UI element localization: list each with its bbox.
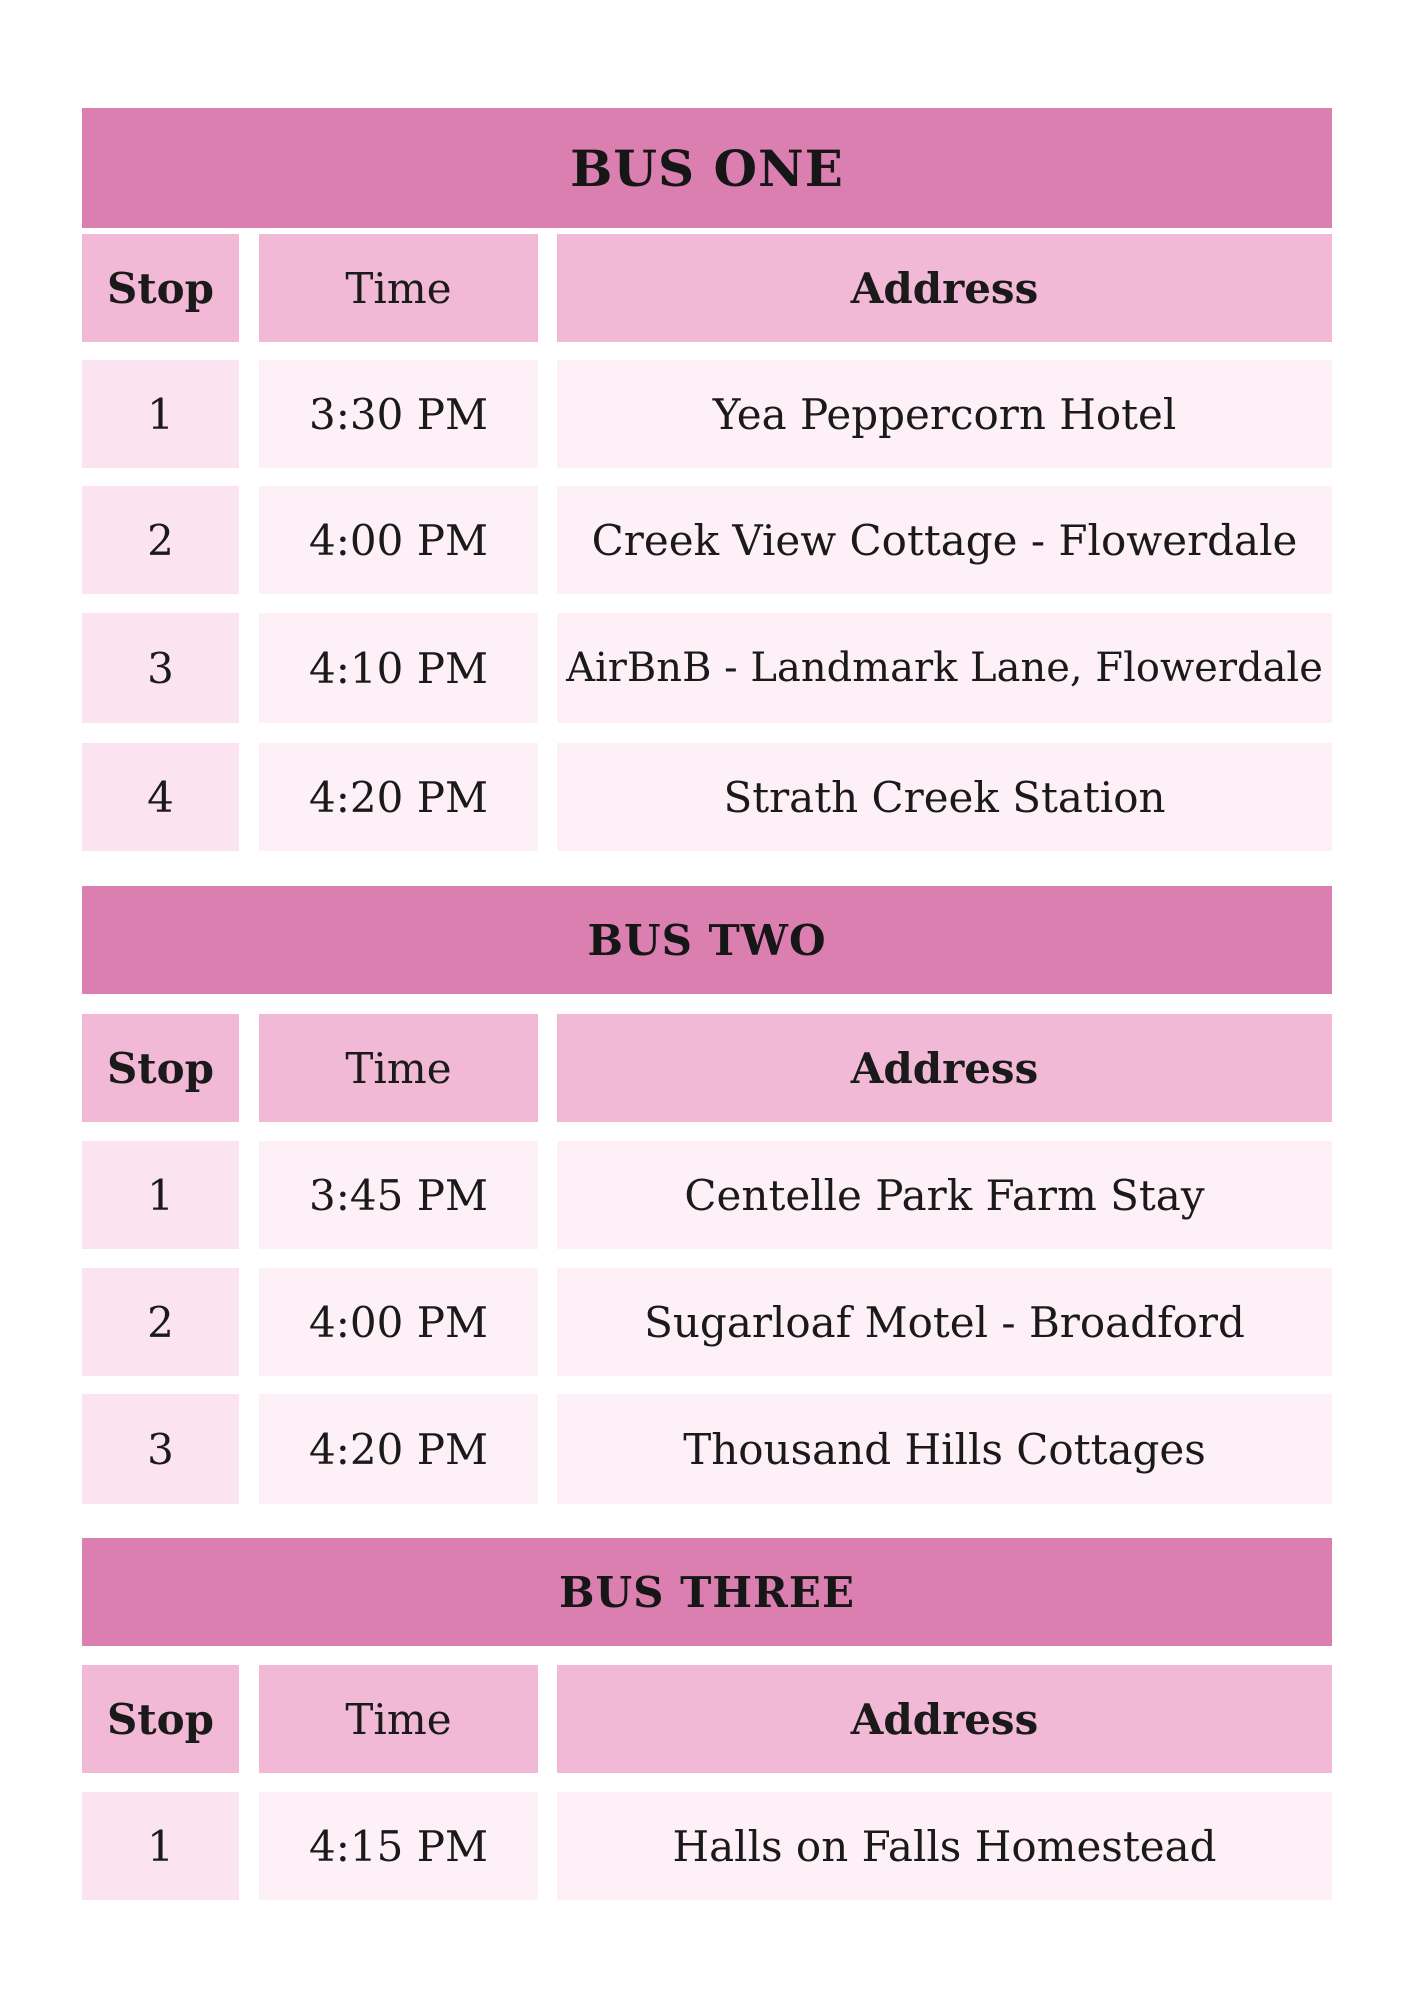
stop-address: Thousand Hills Cottages	[557, 1394, 1332, 1504]
stop-number: 1	[82, 1792, 239, 1900]
stop-address: Halls on Falls Homestead	[557, 1792, 1332, 1900]
address-column-header: Address	[557, 1014, 1332, 1122]
stop-time: 4:00 PM	[259, 1268, 538, 1376]
stop-address: Yea Peppercorn Hotel	[557, 360, 1332, 468]
time-column-header: Time	[259, 234, 538, 342]
stop-number: 3	[82, 613, 239, 723]
table-header	[82, 1014, 1332, 1122]
stop-address: Sugarloaf Motel - Broadford	[557, 1268, 1332, 1376]
stop-time: 3:30 PM	[259, 360, 538, 468]
stop-time: 4:20 PM	[259, 743, 538, 851]
address-column-header: Address	[557, 234, 1332, 342]
table-row	[82, 613, 1332, 723]
table-row	[82, 360, 1332, 468]
bus-title: BUS THREE	[82, 1538, 1332, 1646]
stop-number: 1	[82, 360, 239, 468]
time-column-header: Time	[259, 1665, 538, 1773]
stop-column-header: Stop	[82, 234, 239, 342]
stop-address: AirBnB - Landmark Lane, Flowerdale	[557, 613, 1332, 723]
stop-time: 3:45 PM	[259, 1141, 538, 1249]
time-column-header: Time	[259, 1014, 538, 1122]
stop-number: 2	[82, 486, 239, 594]
stop-time: 4:10 PM	[259, 613, 538, 723]
stop-time: 4:15 PM	[259, 1792, 538, 1900]
table-row	[82, 743, 1332, 851]
table-header	[82, 1665, 1332, 1773]
bus-title: BUS ONE	[82, 108, 1332, 228]
stop-number: 2	[82, 1268, 239, 1376]
stop-address: Creek View Cottage - Flowerdale	[557, 486, 1332, 594]
table-row	[82, 486, 1332, 594]
table-row	[82, 1394, 1332, 1504]
stop-time: 4:00 PM	[259, 486, 538, 594]
stop-time: 4:20 PM	[259, 1394, 538, 1504]
table-row	[82, 1268, 1332, 1376]
table-header	[82, 234, 1332, 342]
address-column-header: Address	[557, 1665, 1332, 1773]
stop-column-header: Stop	[82, 1014, 239, 1122]
stop-column-header: Stop	[82, 1665, 239, 1773]
stop-number: 1	[82, 1141, 239, 1249]
stop-number: 4	[82, 743, 239, 851]
stop-number: 3	[82, 1394, 239, 1504]
stop-address: Centelle Park Farm Stay	[557, 1141, 1332, 1249]
table-row	[82, 1141, 1332, 1249]
table-row	[82, 1792, 1332, 1900]
bus-title: BUS TWO	[82, 886, 1332, 994]
stop-address: Strath Creek Station	[557, 743, 1332, 851]
